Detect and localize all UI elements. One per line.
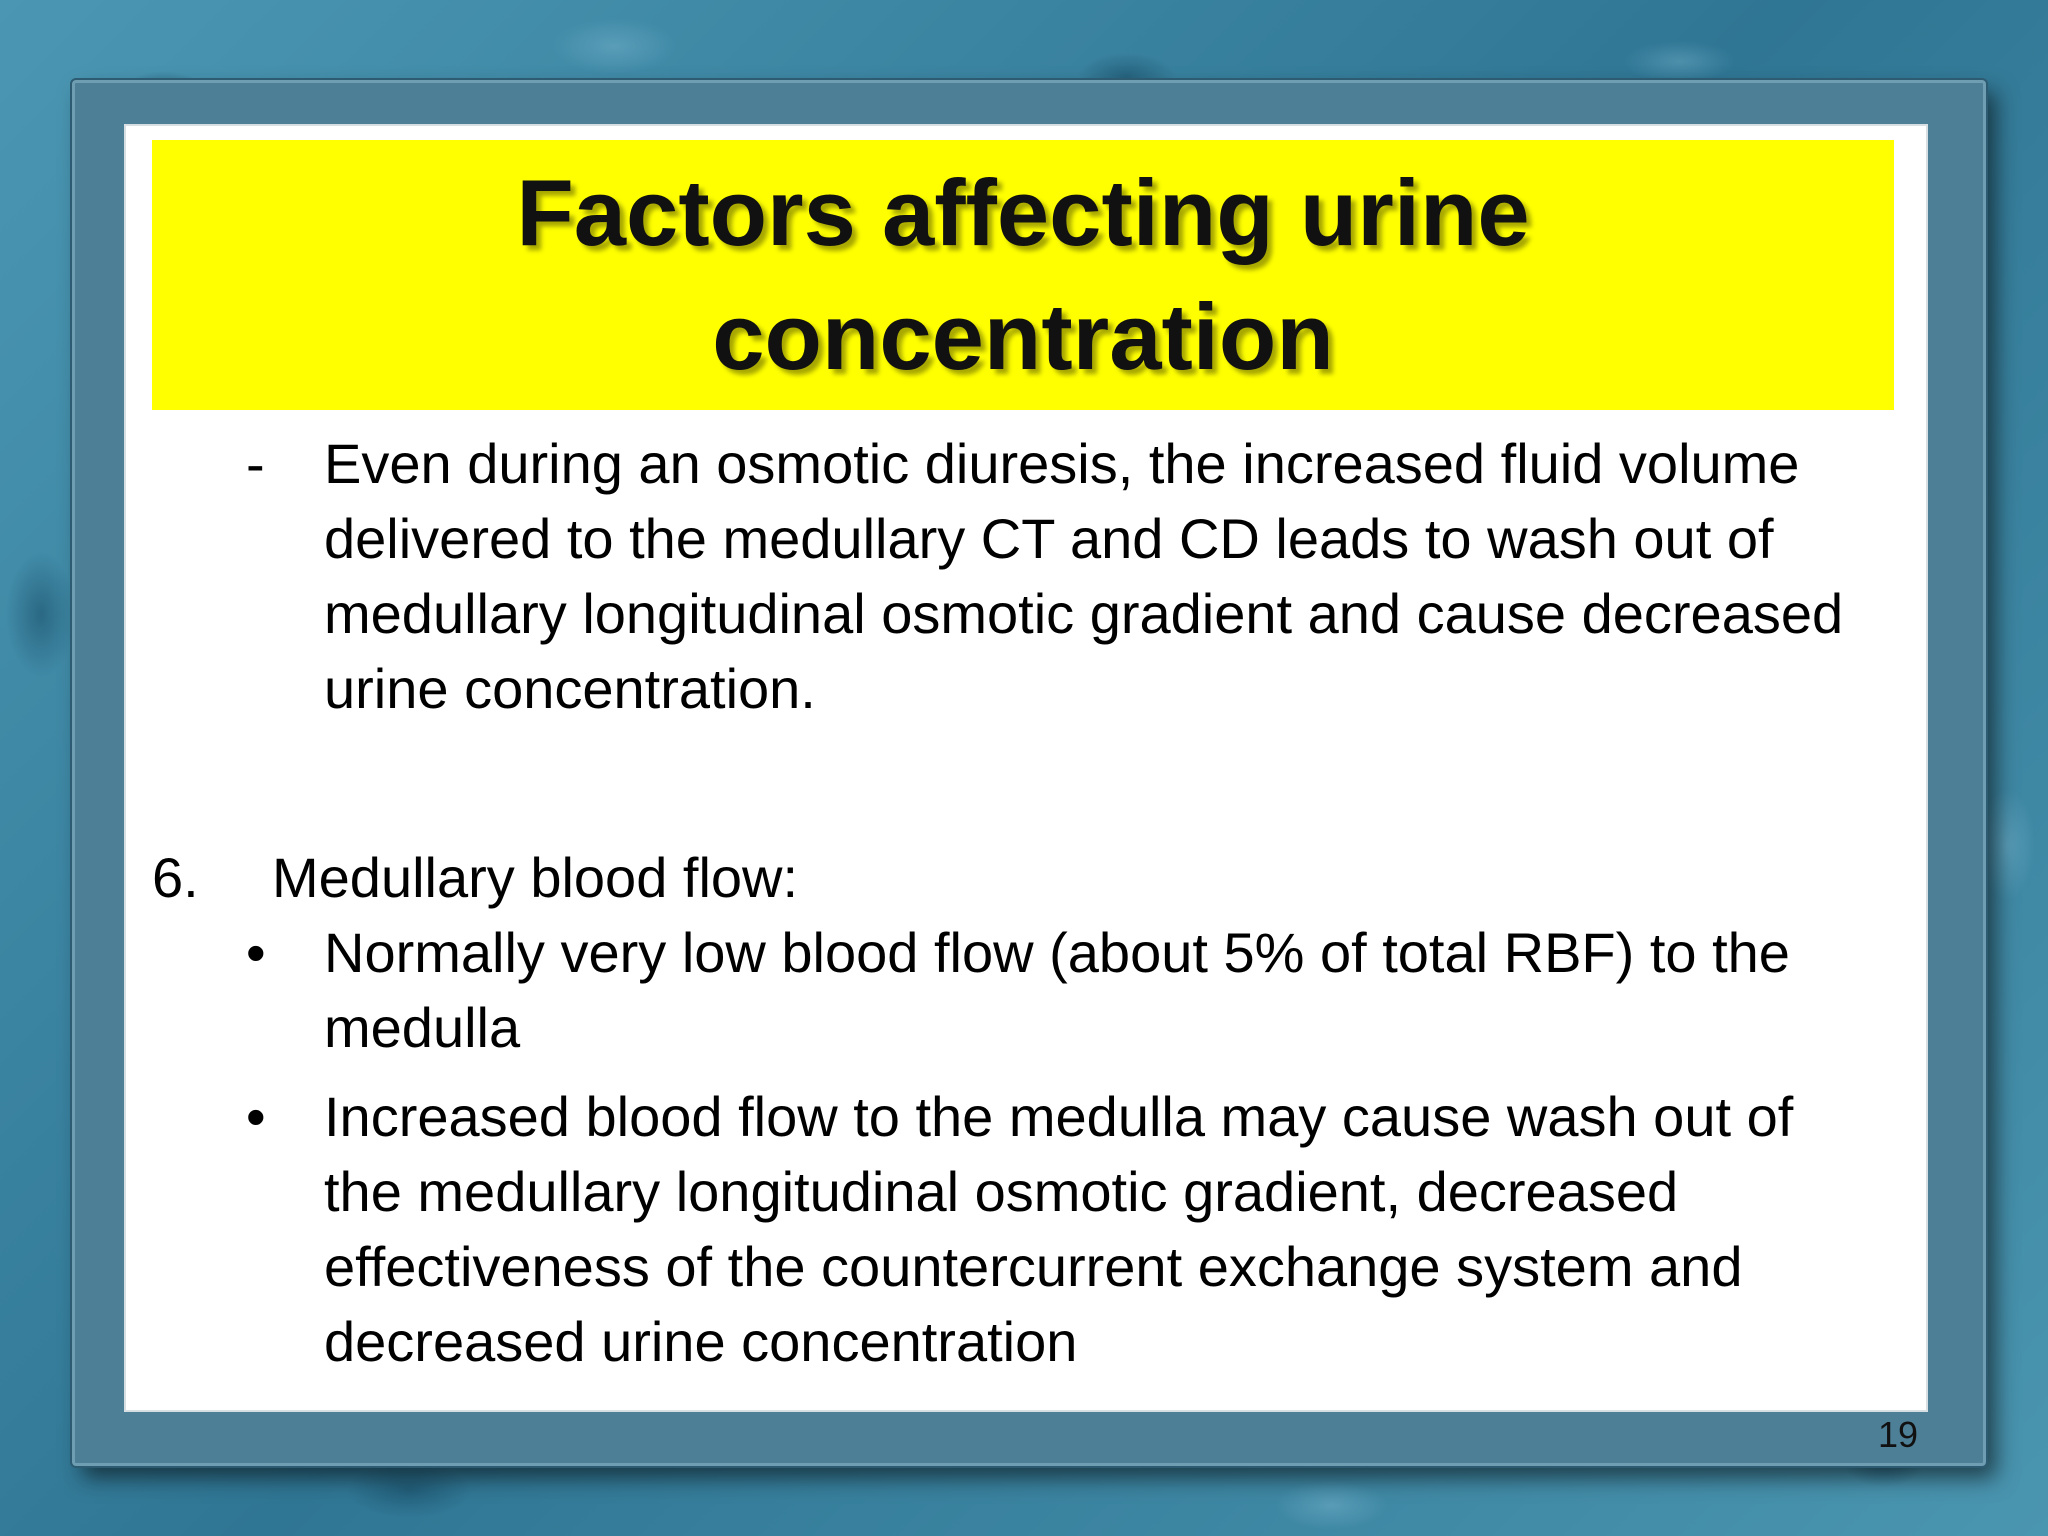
slide-title-line-1: Factors affecting urine — [516, 160, 1530, 265]
bullet-item — [152, 915, 1872, 1065]
slide-title-line-2: concentration — [712, 284, 1334, 389]
section-number: 6. — [152, 846, 199, 909]
dash-item-text: Even during an osmotic diuresis, the increased fluid volume delivered to the medullary CT and CD leads to wash out of medullary longitudinal osmotic gradient and cause decreased urine concentration. — [324, 432, 1844, 720]
bullet-text: Normally very low blood flow (about 5% of total RBF) to the medulla — [324, 921, 1790, 1059]
bullet-marker: • — [246, 921, 266, 984]
bullet-text: Increased blood flow to the medulla may cause wash out of the medullary longitudinal osmotic gradient, decreased effectiveness of the countercurrent exchange system and decreased urine concentration — [324, 1085, 1794, 1373]
dash-marker: - — [246, 432, 265, 495]
bullet-item — [152, 1079, 1872, 1379]
section-heading-text: Medullary blood flow: — [272, 846, 799, 909]
dash-item — [152, 426, 1872, 726]
bullet-marker: • — [246, 1085, 266, 1148]
slide-content — [152, 418, 1872, 1379]
title-band — [152, 140, 1894, 410]
slide-title — [516, 151, 1529, 399]
page-number: 19 — [1878, 1414, 1919, 1455]
section-heading — [152, 840, 1872, 915]
